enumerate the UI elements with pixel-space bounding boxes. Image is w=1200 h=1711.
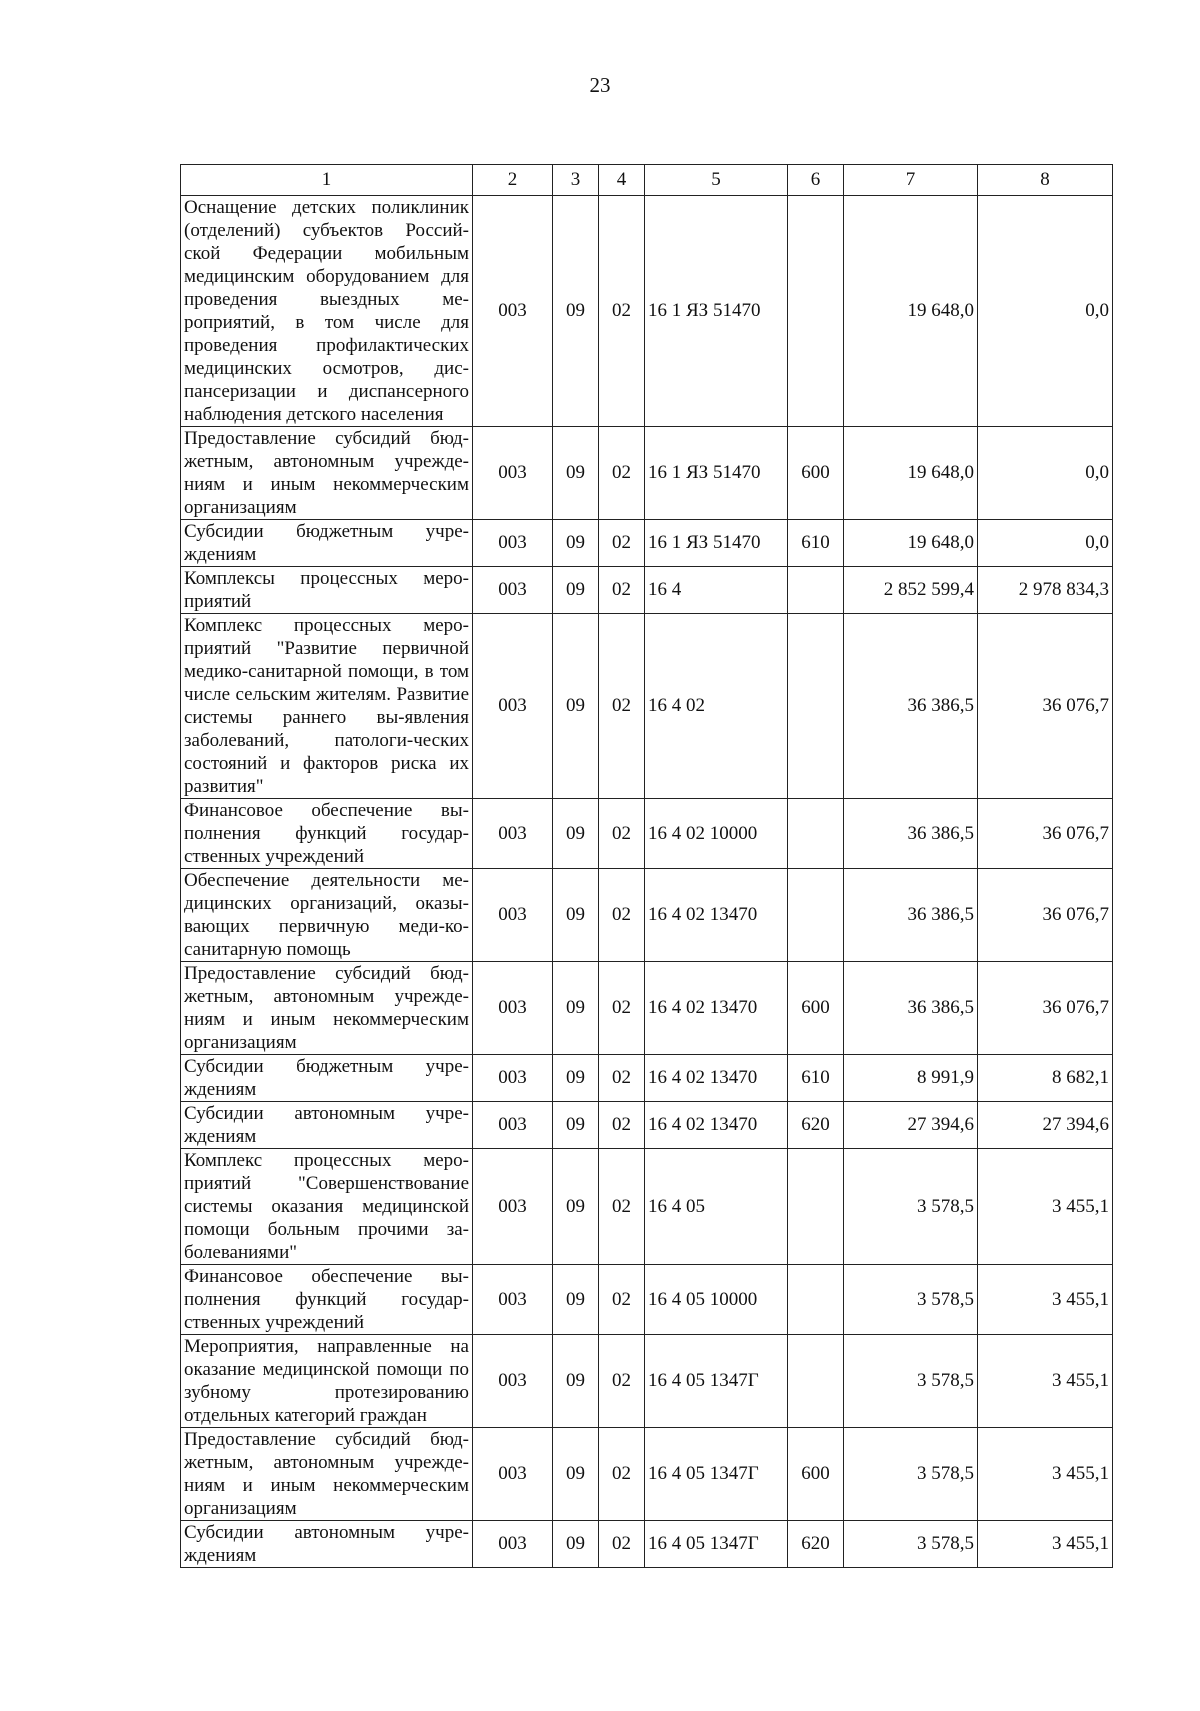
- amount-year2-cell: 3 455,1: [978, 1521, 1113, 1568]
- ministry-code-cell: 003: [473, 869, 553, 962]
- amount-year2-cell: 8 682,1: [978, 1055, 1113, 1102]
- amount-year1-cell: 36 386,5: [844, 962, 978, 1055]
- section-code-cell: 09: [553, 567, 599, 614]
- expense-type-cell: [788, 799, 844, 869]
- amount-year2-cell: 3 455,1: [978, 1265, 1113, 1335]
- amount-year1-cell: 3 578,5: [844, 1149, 978, 1265]
- table-row: [181, 1335, 1113, 1428]
- table-body: [181, 196, 1113, 1568]
- table-row: [181, 1428, 1113, 1521]
- amount-year1-cell: 27 394,6: [844, 1102, 978, 1149]
- subsection-code-cell: 02: [599, 1265, 645, 1335]
- section-code-cell: 09: [553, 962, 599, 1055]
- ministry-code-cell: 003: [473, 1428, 553, 1521]
- ministry-code-cell: 003: [473, 427, 553, 520]
- amount-year2-cell: 3 455,1: [978, 1149, 1113, 1265]
- amount-year2-cell: 36 076,7: [978, 869, 1113, 962]
- section-code-cell: 09: [553, 1102, 599, 1149]
- amount-year2-cell: 3 455,1: [978, 1335, 1113, 1428]
- table-row: [181, 1055, 1113, 1102]
- target-article-cell: 16 4: [645, 567, 788, 614]
- subsection-code-cell: 02: [599, 1102, 645, 1149]
- column-header: 6: [788, 165, 844, 196]
- ministry-code-cell: 003: [473, 1149, 553, 1265]
- amount-year1-cell: 8 991,9: [844, 1055, 978, 1102]
- amount-year2-cell: 0,0: [978, 520, 1113, 567]
- target-article-cell: 16 4 05 1347Г: [645, 1428, 788, 1521]
- expense-name-cell: Обеспечение деятельности ме-дицинских организаций, оказы-вающих первичную меди-ко-санитарную помощь: [181, 869, 473, 962]
- amount-year2-cell: 3 455,1: [978, 1428, 1113, 1521]
- expense-name-cell: Предоставление субсидий бюд-жетным, автономным учрежде-ниям и иным некоммерческим организациям: [181, 427, 473, 520]
- amount-year2-cell: 36 076,7: [978, 799, 1113, 869]
- subsection-code-cell: 02: [599, 1428, 645, 1521]
- section-code-cell: 09: [553, 1265, 599, 1335]
- expense-name-cell: Субсидии бюджетным учре-ждениям: [181, 1055, 473, 1102]
- amount-year2-cell: 0,0: [978, 427, 1113, 520]
- table-row: [181, 1149, 1113, 1265]
- expense-name-cell: Финансовое обеспечение вы-полнения функций государ-ственных учреждений: [181, 799, 473, 869]
- ministry-code-cell: 003: [473, 962, 553, 1055]
- target-article-cell: 16 4 02 13470: [645, 1102, 788, 1149]
- budget-table: [180, 164, 1113, 1568]
- target-article-cell: 16 4 02 13470: [645, 1055, 788, 1102]
- amount-year1-cell: 3 578,5: [844, 1521, 978, 1568]
- column-header: 8: [978, 165, 1113, 196]
- ministry-code-cell: 003: [473, 1265, 553, 1335]
- section-code-cell: 09: [553, 427, 599, 520]
- section-code-cell: 09: [553, 1428, 599, 1521]
- table-row: [181, 427, 1113, 520]
- section-code-cell: 09: [553, 799, 599, 869]
- amount-year2-cell: 0,0: [978, 196, 1113, 427]
- target-article-cell: 16 4 05 10000: [645, 1265, 788, 1335]
- subsection-code-cell: 02: [599, 1149, 645, 1265]
- amount-year1-cell: 3 578,5: [844, 1265, 978, 1335]
- column-number-row: [181, 165, 1113, 196]
- table-row: [181, 614, 1113, 799]
- expense-name-cell: Предоставление субсидий бюд-жетным, автономным учрежде-ниям и иным некоммерческим организациям: [181, 1428, 473, 1521]
- ministry-code-cell: 003: [473, 520, 553, 567]
- expense-type-cell: 600: [788, 1428, 844, 1521]
- amount-year1-cell: 36 386,5: [844, 869, 978, 962]
- ministry-code-cell: 003: [473, 614, 553, 799]
- expense-type-cell: [788, 1149, 844, 1265]
- expense-name-cell: Комплексы процессных меро-приятий: [181, 567, 473, 614]
- table-row: [181, 1102, 1113, 1149]
- target-article-cell: 16 4 05: [645, 1149, 788, 1265]
- section-code-cell: 09: [553, 1335, 599, 1428]
- section-code-cell: 09: [553, 1055, 599, 1102]
- expense-name-cell: Оснащение детских поликлиник (отделений) субъектов Россий-ской Федерации мобильным медицинским оборудованием для проведения выездных ме-роприятий, в том числе для проведения профилактических медицинских осмотров, дис-пансеризации и диспансерного наблюдения детского населения: [181, 196, 473, 427]
- subsection-code-cell: 02: [599, 1335, 645, 1428]
- ministry-code-cell: 003: [473, 1335, 553, 1428]
- section-code-cell: 09: [553, 196, 599, 427]
- expense-name-cell: Субсидии бюджетным учре-ждениям: [181, 520, 473, 567]
- target-article-cell: 16 4 02 13470: [645, 869, 788, 962]
- table-row: [181, 962, 1113, 1055]
- section-code-cell: 09: [553, 614, 599, 799]
- expense-type-cell: [788, 1265, 844, 1335]
- table-row: [181, 869, 1113, 962]
- expense-name-cell: Предоставление субсидий бюд-жетным, автономным учрежде-ниям и иным некоммерческим организациям: [181, 962, 473, 1055]
- amount-year1-cell: 3 578,5: [844, 1335, 978, 1428]
- expense-type-cell: [788, 869, 844, 962]
- ministry-code-cell: 003: [473, 799, 553, 869]
- ministry-code-cell: 003: [473, 1521, 553, 1568]
- column-header: 5: [645, 165, 788, 196]
- subsection-code-cell: 02: [599, 1521, 645, 1568]
- amount-year1-cell: 2 852 599,4: [844, 567, 978, 614]
- table-row: [181, 1265, 1113, 1335]
- section-code-cell: 09: [553, 869, 599, 962]
- amount-year1-cell: 19 648,0: [844, 196, 978, 427]
- amount-year2-cell: 36 076,7: [978, 962, 1113, 1055]
- amount-year2-cell: 27 394,6: [978, 1102, 1113, 1149]
- table-row: [181, 196, 1113, 427]
- page-number: 23: [589, 73, 611, 97]
- expense-type-cell: 600: [788, 427, 844, 520]
- section-code-cell: 09: [553, 1149, 599, 1265]
- column-header: 1: [181, 165, 473, 196]
- ministry-code-cell: 003: [473, 196, 553, 427]
- subsection-code-cell: 02: [599, 427, 645, 520]
- expense-name-cell: Субсидии автономным учре-ждениям: [181, 1102, 473, 1149]
- target-article-cell: 16 1 ЯЗ 51470: [645, 520, 788, 567]
- subsection-code-cell: 02: [599, 962, 645, 1055]
- ministry-code-cell: 003: [473, 567, 553, 614]
- table-row: [181, 567, 1113, 614]
- column-header: 7: [844, 165, 978, 196]
- expense-type-cell: [788, 614, 844, 799]
- ministry-code-cell: 003: [473, 1055, 553, 1102]
- expense-type-cell: 620: [788, 1102, 844, 1149]
- target-article-cell: 16 1 ЯЗ 51470: [645, 427, 788, 520]
- subsection-code-cell: 02: [599, 520, 645, 567]
- table-row: [181, 1521, 1113, 1568]
- section-code-cell: 09: [553, 1521, 599, 1568]
- target-article-cell: 16 4 05 1347Г: [645, 1335, 788, 1428]
- expense-type-cell: 610: [788, 1055, 844, 1102]
- section-code-cell: 09: [553, 520, 599, 567]
- subsection-code-cell: 02: [599, 799, 645, 869]
- expense-type-cell: 620: [788, 1521, 844, 1568]
- expense-type-cell: 610: [788, 520, 844, 567]
- expense-type-cell: [788, 1335, 844, 1428]
- column-header: 3: [553, 165, 599, 196]
- amount-year1-cell: 36 386,5: [844, 799, 978, 869]
- target-article-cell: 16 1 ЯЗ 51470: [645, 196, 788, 427]
- expense-type-cell: [788, 567, 844, 614]
- expense-name-cell: Комплекс процессных меро-приятий "Развитие первичной медико-санитарной помощи, в том числе сельским жителям. Развитие системы раннего вы-явления заболеваний, патологи-ческих состояний и факторов риска их развития": [181, 614, 473, 799]
- ministry-code-cell: 003: [473, 1102, 553, 1149]
- expense-type-cell: 600: [788, 962, 844, 1055]
- expense-name-cell: Мероприятия, направленные на оказание медицинской помощи по зубному протезированию отдельных категорий граждан: [181, 1335, 473, 1428]
- table-row: [181, 799, 1113, 869]
- target-article-cell: 16 4 05 1347Г: [645, 1521, 788, 1568]
- column-header: 2: [473, 165, 553, 196]
- column-header: 4: [599, 165, 645, 196]
- expense-name-cell: Финансовое обеспечение вы-полнения функций государ-ственных учреждений: [181, 1265, 473, 1335]
- expense-type-cell: [788, 196, 844, 427]
- amount-year1-cell: 36 386,5: [844, 614, 978, 799]
- amount-year1-cell: 19 648,0: [844, 520, 978, 567]
- expense-name-cell: Субсидии автономным учре-ждениям: [181, 1521, 473, 1568]
- amount-year2-cell: 36 076,7: [978, 614, 1113, 799]
- subsection-code-cell: 02: [599, 1055, 645, 1102]
- target-article-cell: 16 4 02 10000: [645, 799, 788, 869]
- target-article-cell: 16 4 02 13470: [645, 962, 788, 1055]
- table-row: [181, 520, 1113, 567]
- subsection-code-cell: 02: [599, 196, 645, 427]
- subsection-code-cell: 02: [599, 567, 645, 614]
- expense-name-cell: Комплекс процессных меро-приятий "Совершенствование системы оказания медицинской помощи больным прочими за-болеваниями": [181, 1149, 473, 1265]
- amount-year2-cell: 2 978 834,3: [978, 567, 1113, 614]
- subsection-code-cell: 02: [599, 614, 645, 799]
- amount-year1-cell: 3 578,5: [844, 1428, 978, 1521]
- subsection-code-cell: 02: [599, 869, 645, 962]
- target-article-cell: 16 4 02: [645, 614, 788, 799]
- amount-year1-cell: 19 648,0: [844, 427, 978, 520]
